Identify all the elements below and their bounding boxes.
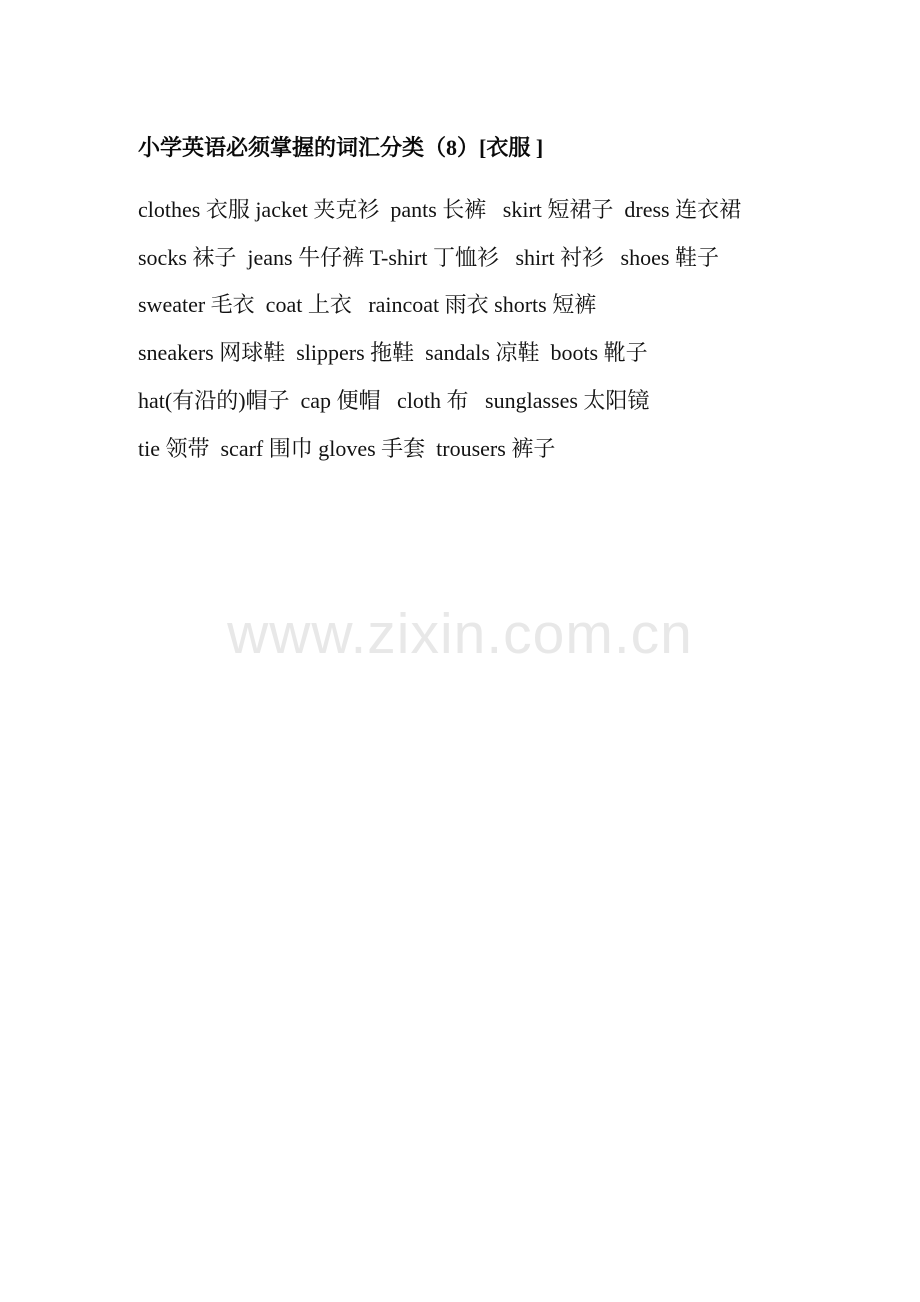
- vocab-line-sneakers: sneakers 网球鞋 slippers 拖鞋 sandals 凉鞋 boots 靴子: [138, 340, 648, 366]
- vocab-line-sweater: sweater 毛衣 coat 上衣 raincoat 雨衣 shorts 短裤: [138, 292, 597, 318]
- vocab-line-hat: hat(有沿的)帽子 cap 便帽 cloth 布 sunglasses 太阳镜: [138, 387, 650, 413]
- watermark: www.zixin.com.cn: [227, 602, 693, 666]
- vocab-line-clothes: clothes 衣服 jacket 夹克衫 pants 长裤 skirt 短裙子 dress 连衣裙: [138, 197, 742, 222]
- vocab-line-socks: socks 袜子 jeans 牛仔裤 T-shirt 丁恤衫 shirt 衬衫 shoes 鞋子: [138, 244, 719, 270]
- vocab-line-tie: tie 领带 scarf 围巾 gloves 手套 trousers 裤子: [138, 435, 556, 461]
- document-title: 小学英语必须掌握的词汇分类（8）[衣服 ]: [138, 134, 544, 160]
- vocab-list: [138, 186, 838, 472]
